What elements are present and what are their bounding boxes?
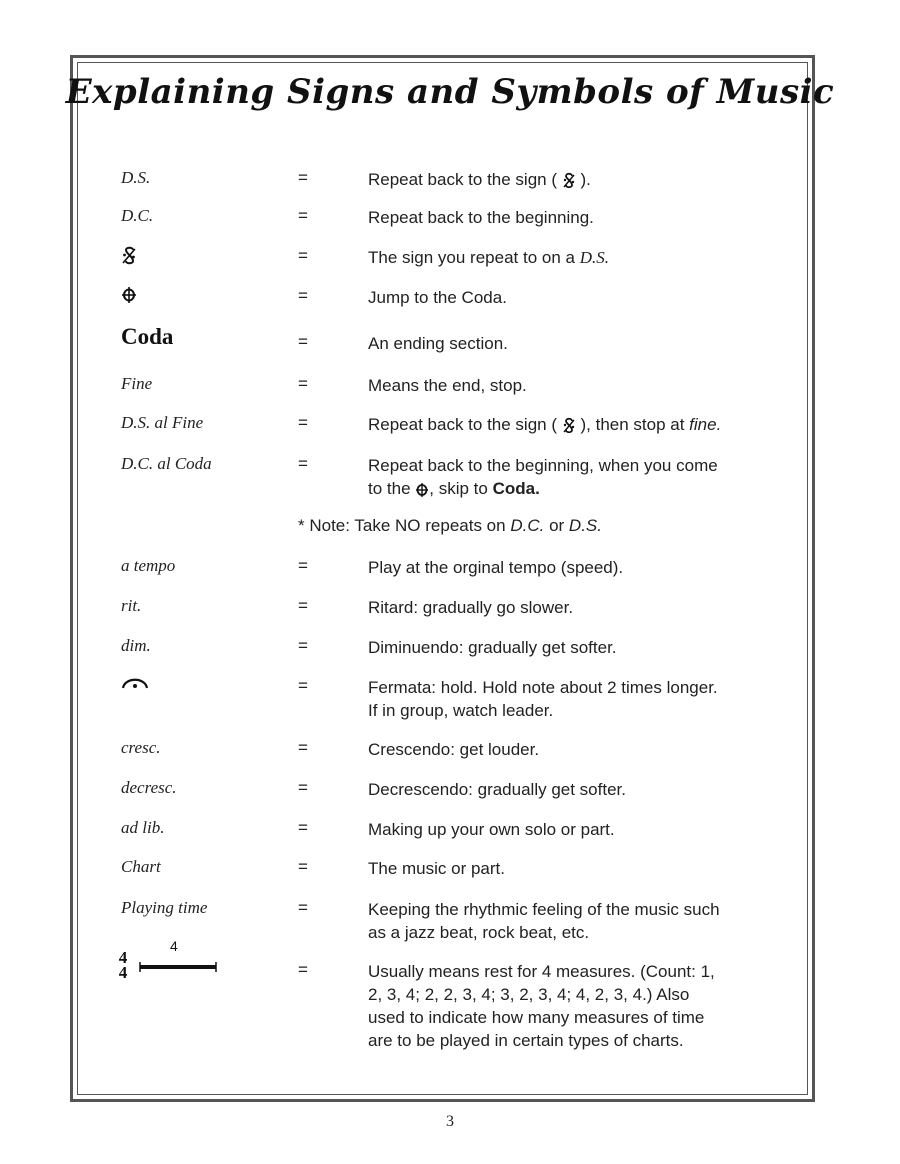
equals-sign: = — [298, 286, 308, 305]
term: Chart — [121, 857, 161, 876]
page-number: 3 — [446, 1113, 454, 1130]
term: D.C. — [121, 206, 154, 225]
definition — [368, 676, 788, 722]
definition-text: Coda. — [492, 479, 540, 498]
equals-sign: = — [298, 413, 308, 432]
definition-text: ). — [580, 170, 591, 189]
definition: The music or part. — [368, 859, 505, 878]
note — [0, 516, 900, 536]
equals-sign: = — [298, 556, 308, 575]
definition-text: Repeat back to the beginning, when you come — [368, 456, 718, 475]
equals-sign: = — [298, 206, 308, 225]
definition-text: used to indicate how many measures of time — [368, 1008, 705, 1027]
definition-text: D.S. — [579, 248, 609, 267]
note-text: or — [549, 516, 565, 535]
term: Playing time — [121, 898, 208, 917]
equals-sign: = — [298, 778, 308, 797]
term: a tempo — [121, 556, 176, 575]
term: decresc. — [121, 778, 177, 797]
equals-sign: = — [298, 454, 308, 473]
definition-text: The sign you repeat to on a — [368, 248, 575, 267]
time-signature-bottom: 4 — [118, 963, 128, 982]
definition — [368, 168, 788, 191]
time-signature — [116, 950, 130, 980]
definition: Diminuendo: gradually get softer. — [368, 638, 617, 657]
equals-sign: = — [298, 596, 308, 615]
definition-text: Fermata: hold. Hold note about 2 times longer. — [368, 678, 718, 697]
definition: Making up your own solo or part. — [368, 820, 615, 839]
note-text: D.C. — [510, 516, 545, 535]
definition-text: If in group, watch leader. — [368, 701, 554, 720]
term: D.C. al Coda — [121, 454, 212, 473]
equals-sign: = — [298, 636, 308, 655]
definition: Means the end, stop. — [368, 376, 527, 395]
definition — [368, 454, 788, 500]
definition: An ending section. — [368, 334, 508, 353]
definition-text: 2, 3, 4; 2, 2, 3, 4; 3, 2, 3, 4; 4, 2, 3, 4.) Also — [368, 985, 690, 1004]
equals-sign: = — [298, 898, 308, 917]
coda-icon — [415, 482, 429, 498]
equals-sign: = — [298, 374, 308, 393]
time-signature-top: 4 — [118, 948, 128, 967]
definition — [368, 246, 788, 269]
term: dim. — [121, 636, 151, 655]
equals-sign: = — [298, 960, 308, 979]
definition: Repeat back to the beginning. — [368, 208, 594, 227]
definition-text: Usually means rest for 4 measures. (Count: 1, — [368, 962, 715, 981]
segno-icon — [562, 172, 576, 190]
definition-text: ), then stop at — [580, 415, 685, 434]
term: Coda — [121, 324, 174, 349]
definition-text: Repeat back to the sign ( — [368, 170, 558, 189]
term: cresc. — [121, 738, 161, 757]
multi-measure-rest-icon — [138, 960, 220, 974]
definition: Decrescendo: gradually get softer. — [368, 780, 626, 799]
coda-icon — [121, 286, 137, 304]
equals-sign: = — [298, 738, 308, 757]
equals-sign: = — [298, 332, 308, 351]
definition-text: Keeping the rhythmic feeling of the music such — [368, 900, 720, 919]
definition: Jump to the Coda. — [368, 288, 507, 307]
equals-sign: = — [298, 857, 308, 876]
definition-text: Repeat back to the sign ( — [368, 415, 558, 434]
definition-text: , skip to — [429, 479, 488, 498]
equals-sign: = — [298, 168, 308, 187]
page-title: Explaining Signs and Symbols of Music — [65, 72, 835, 112]
note-text: * Note: Take NO repeats on — [298, 516, 506, 535]
term: D.S. — [121, 168, 151, 187]
definition-text: to the — [368, 479, 411, 498]
definition — [368, 960, 788, 1052]
segno-icon — [562, 417, 576, 435]
equals-sign: = — [298, 676, 308, 695]
note-text: D.S. — [568, 516, 602, 535]
equals-sign: = — [298, 818, 308, 837]
definition-text: fine. — [689, 415, 722, 434]
term: ad lib. — [121, 818, 165, 837]
definition — [368, 413, 788, 436]
definition — [368, 898, 788, 944]
term: rit. — [121, 596, 142, 615]
fermata-icon — [121, 674, 149, 690]
segno-icon — [121, 246, 137, 266]
definition: Crescendo: get louder. — [368, 740, 540, 759]
term: D.S. al Fine — [121, 413, 204, 432]
term: Fine — [121, 374, 153, 393]
definition: Ritard: gradually go slower. — [368, 598, 574, 617]
definition: Play at the orginal tempo (speed). — [368, 558, 624, 577]
equals-sign: = — [298, 246, 308, 265]
rest-count: 4 — [170, 938, 178, 954]
definition-text: are to be played in certain types of charts. — [368, 1031, 684, 1050]
definition-text: as a jazz beat, rock beat, etc. — [368, 923, 590, 942]
